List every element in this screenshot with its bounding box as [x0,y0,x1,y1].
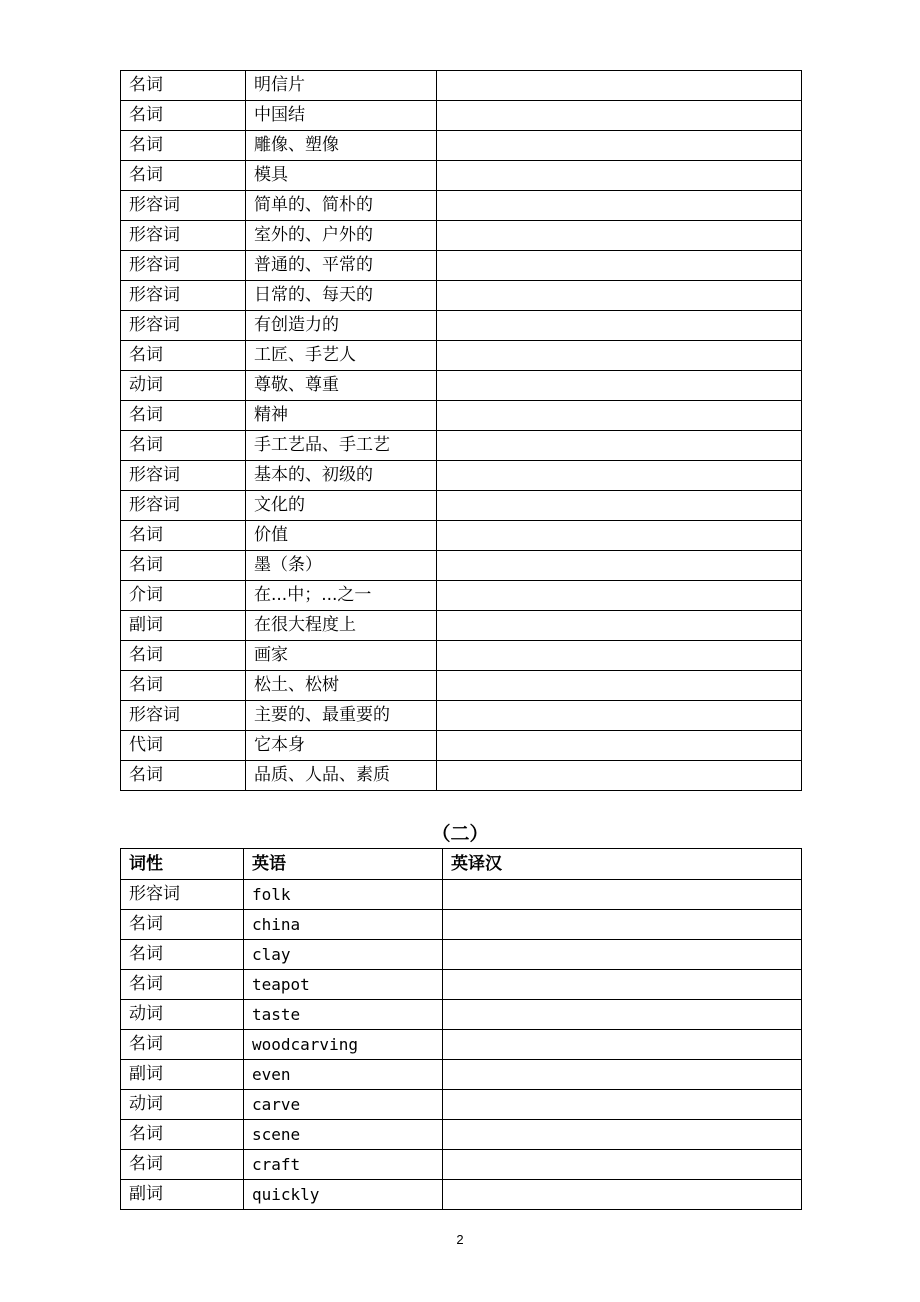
answer-cell[interactable] [437,311,802,341]
table-row [121,221,802,251]
chinese-meaning-cell: 它本身 [246,731,437,761]
part-of-speech-cell: 动词 [121,1090,244,1120]
answer-cell[interactable] [437,731,802,761]
table-row [121,71,802,101]
answer-cell[interactable] [437,611,802,641]
answer-cell[interactable] [437,251,802,281]
column-header-english: 英语 [244,849,443,880]
translation-answer-cell[interactable] [443,1030,802,1060]
answer-cell[interactable] [437,491,802,521]
translation-answer-cell[interactable] [443,940,802,970]
table-row [121,191,802,221]
vocab-table-english-to-chinese [120,848,802,1210]
chinese-meaning-cell: 室外的、户外的 [246,221,437,251]
table-row [121,341,802,371]
chinese-meaning-cell: 尊敬、尊重 [246,371,437,401]
table-row [121,1150,802,1180]
part-of-speech-cell: 副词 [121,1060,244,1090]
part-of-speech-cell: 名词 [121,521,246,551]
english-word-cell: taste [244,1000,443,1030]
header-row [121,849,802,880]
answer-cell[interactable] [437,101,802,131]
chinese-meaning-cell: 在很大程度上 [246,611,437,641]
table-row [121,431,802,461]
part-of-speech-cell: 形容词 [121,461,246,491]
table-row [121,1060,802,1090]
answer-cell[interactable] [437,71,802,101]
english-word-cell: woodcarving [244,1030,443,1060]
part-of-speech-cell: 名词 [121,1150,244,1180]
table-row [121,1030,802,1060]
vocab-table-1-body [121,71,802,791]
chinese-meaning-cell: 精神 [246,401,437,431]
translation-answer-cell[interactable] [443,1120,802,1150]
table-row [121,161,802,191]
part-of-speech-cell: 名词 [121,1120,244,1150]
part-of-speech-cell: 名词 [121,641,246,671]
part-of-speech-cell: 名词 [121,970,244,1000]
vocab-table-2-body [121,880,802,1210]
chinese-meaning-cell: 明信片 [246,71,437,101]
chinese-meaning-cell: 墨（条） [246,551,437,581]
part-of-speech-cell: 名词 [121,401,246,431]
table-row [121,641,802,671]
chinese-meaning-cell: 工匠、手艺人 [246,341,437,371]
chinese-meaning-cell: 手工艺品、手工艺 [246,431,437,461]
table-row [121,1090,802,1120]
answer-cell[interactable] [437,341,802,371]
part-of-speech-cell: 介词 [121,581,246,611]
part-of-speech-cell: 形容词 [121,491,246,521]
answer-cell[interactable] [437,371,802,401]
answer-cell[interactable] [437,191,802,221]
translation-answer-cell[interactable] [443,1180,802,1210]
part-of-speech-cell: 名词 [121,671,246,701]
chinese-meaning-cell: 在...中；...之一 [246,581,437,611]
chinese-meaning-cell: 普通的、平常的 [246,251,437,281]
part-of-speech-cell: 名词 [121,101,246,131]
chinese-meaning-cell: 主要的、最重要的 [246,701,437,731]
part-of-speech-cell: 名词 [121,940,244,970]
table-row [121,461,802,491]
translation-answer-cell[interactable] [443,1150,802,1180]
answer-cell[interactable] [437,701,802,731]
answer-cell[interactable] [437,641,802,671]
part-of-speech-cell: 形容词 [121,701,246,731]
part-of-speech-cell: 副词 [121,611,246,641]
table-row [121,671,802,701]
table-row [121,551,802,581]
answer-cell[interactable] [437,281,802,311]
english-word-cell: clay [244,940,443,970]
chinese-meaning-cell: 日常的、每天的 [246,281,437,311]
chinese-meaning-cell: 模具 [246,161,437,191]
table-row [121,491,802,521]
part-of-speech-cell: 名词 [121,161,246,191]
chinese-meaning-cell: 有创造力的 [246,311,437,341]
answer-cell[interactable] [437,581,802,611]
chinese-meaning-cell: 中国结 [246,101,437,131]
chinese-meaning-cell: 价值 [246,521,437,551]
section-title: （二） [431,823,489,845]
vocab-table-chinese-to-english [120,70,802,791]
part-of-speech-cell: 形容词 [121,880,244,910]
table-row [121,880,802,910]
table-row [121,251,802,281]
answer-cell[interactable] [437,551,802,581]
answer-cell[interactable] [437,131,802,161]
answer-cell[interactable] [437,431,802,461]
translation-answer-cell[interactable] [443,1060,802,1090]
table-row [121,371,802,401]
chinese-meaning-cell: 松土、松树 [246,671,437,701]
part-of-speech-cell: 形容词 [121,191,246,221]
part-of-speech-cell: 名词 [121,131,246,161]
answer-cell[interactable] [437,521,802,551]
part-of-speech-cell: 名词 [121,551,246,581]
column-header-part-of-speech: 词性 [121,849,244,880]
part-of-speech-cell: 名词 [121,341,246,371]
table-row [121,701,802,731]
translation-answer-cell[interactable] [443,910,802,940]
answer-cell[interactable] [437,671,802,701]
table-row [121,311,802,341]
part-of-speech-cell: 名词 [121,1030,244,1060]
table-row [121,910,802,940]
answer-cell[interactable] [437,761,802,791]
table-row [121,521,802,551]
column-header-translation: 英译汉 [443,849,802,880]
part-of-speech-cell: 名词 [121,910,244,940]
table-row [121,731,802,761]
part-of-speech-cell: 动词 [121,371,246,401]
english-word-cell: china [244,910,443,940]
answer-cell[interactable] [437,161,802,191]
table-row [121,1120,802,1150]
chinese-meaning-cell: 雕像、塑像 [246,131,437,161]
chinese-meaning-cell: 简单的、简朴的 [246,191,437,221]
english-word-cell: folk [244,880,443,910]
table-row [121,101,802,131]
table-header [121,849,802,880]
translation-answer-cell[interactable] [443,1000,802,1030]
part-of-speech-cell: 动词 [121,1000,244,1030]
part-of-speech-cell: 名词 [121,71,246,101]
english-word-cell: carve [244,1090,443,1120]
part-of-speech-cell: 代词 [121,731,246,761]
translation-answer-cell[interactable] [443,880,802,910]
table-row [121,1000,802,1030]
table-row [121,970,802,1000]
table-row [121,581,802,611]
english-word-cell: craft [244,1150,443,1180]
table-row [121,131,802,161]
part-of-speech-cell: 形容词 [121,221,246,251]
translation-answer-cell[interactable] [443,970,802,1000]
chinese-meaning-cell: 基本的、初级的 [246,461,437,491]
translation-answer-cell[interactable] [443,1090,802,1120]
part-of-speech-cell: 形容词 [121,251,246,281]
answer-cell[interactable] [437,221,802,251]
english-word-cell: quickly [244,1180,443,1210]
table-row [121,1180,802,1210]
answer-cell[interactable] [437,461,802,491]
part-of-speech-cell: 形容词 [121,311,246,341]
table-row [121,761,802,791]
part-of-speech-cell: 形容词 [121,281,246,311]
table-row [121,401,802,431]
chinese-meaning-cell: 品质、人品、素质 [246,761,437,791]
english-word-cell: even [244,1060,443,1090]
english-word-cell: teapot [244,970,443,1000]
page-number: 2 [456,1232,464,1247]
chinese-meaning-cell: 画家 [246,641,437,671]
table-row [121,940,802,970]
answer-cell[interactable] [437,401,802,431]
table-row [121,611,802,641]
part-of-speech-cell: 名词 [121,431,246,461]
part-of-speech-cell: 副词 [121,1180,244,1210]
table-row [121,281,802,311]
chinese-meaning-cell: 文化的 [246,491,437,521]
english-word-cell: scene [244,1120,443,1150]
part-of-speech-cell: 名词 [121,761,246,791]
